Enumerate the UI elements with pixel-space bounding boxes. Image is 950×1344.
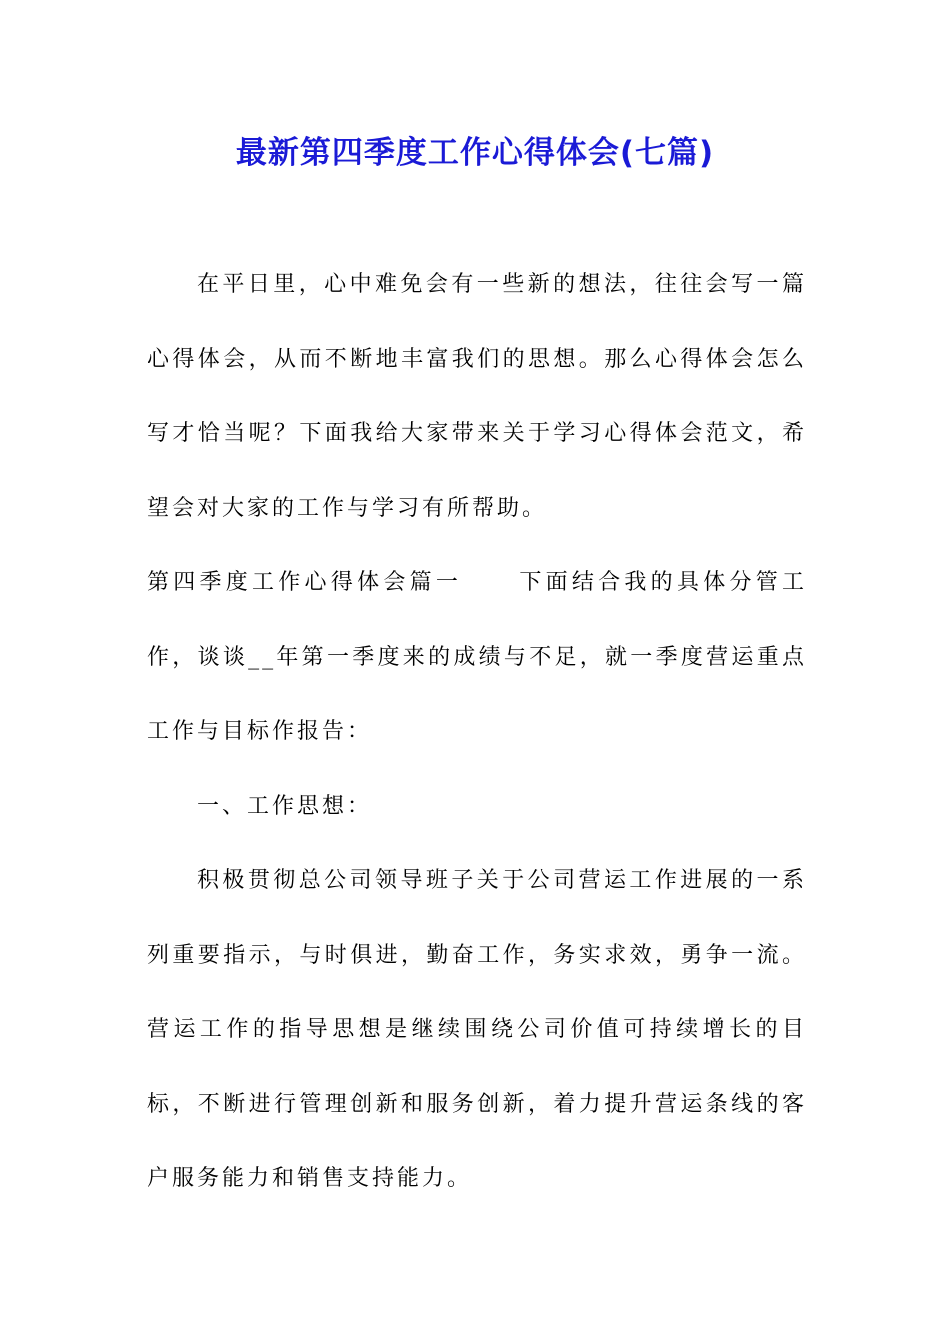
document-body [147,248,807,1217]
heading-work-thought: 一、工作思想： [197,793,373,819]
work-thought-paragraph: 积极贯彻总公司领导班子关于公司营运工作进展的一系列重要指示，与时俱进，勤奋工作，务实求效，勇争一流。营运工作的指导思想是继续围绕公司价值可持续增长的目标，不断进行管理创新和服务创新，着力提升营运条线的客户服务能力和销售支持能力。 [147,868,807,1191]
section-label: 第四季度工作心得体会篇一 [147,570,463,595]
intro-paragraph: 在平日里，心中难免会有一些新的想法，往往会写一篇心得体会，从而不断地丰富我们的思想。那么心得体会怎么写才恰当呢？下面我给大家带来关于学习心得体会范文，希望会对大家的工作与学习有所帮助。 [147,272,807,521]
section-text: 下面结合我的具体分管工作，谈谈__年第一季度来的成绩与不足，就一季度营运重点工作与目标作报告： [147,570,807,744]
section-paragraph [147,546,807,770]
document-title: 最新第四季度工作心得体会(七篇) [235,135,715,171]
